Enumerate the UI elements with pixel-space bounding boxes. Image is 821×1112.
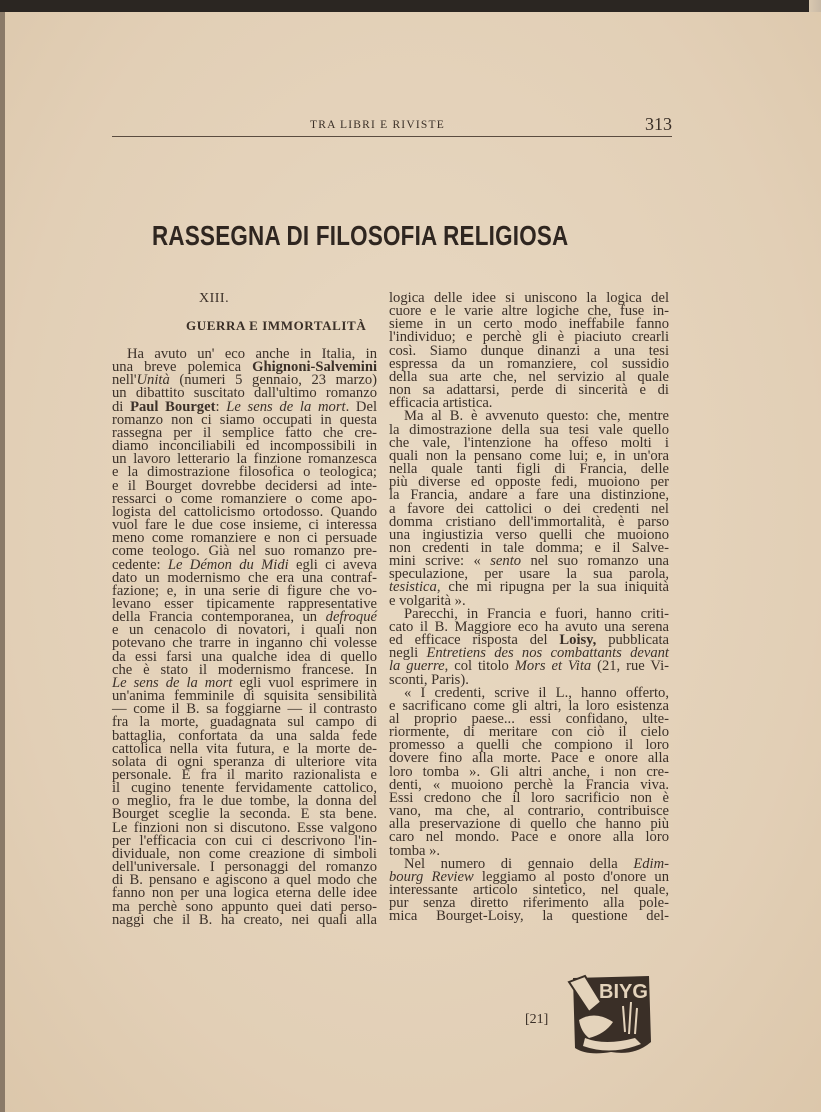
text-run: diamo inconciliabili ed incompossibili in — [112, 438, 377, 455]
text-run: quali non la pensano come lui; e, in un'ora — [389, 447, 669, 464]
text-run: : — [215, 398, 227, 415]
text-run: mica Bourget-Loisy, la questione del- — [389, 908, 669, 925]
paragraph — [389, 684, 669, 859]
text-column-left — [112, 348, 377, 927]
text-run: così. Siamo dunque dinanzi a una tesi — [389, 342, 669, 359]
text-run: Ma al B. è avvenuto questo: che, mentre — [404, 408, 669, 425]
text-run: rassegna per il semplice fatto che cre- — [112, 424, 377, 441]
paragraph — [389, 605, 669, 688]
text-run: ressarci o come romanziere o come apo- — [112, 490, 377, 507]
text-run: di B. pensano e agiscono a quel modo che — [112, 872, 377, 889]
text-run: fra la morte, guadagnata sul campo di — [112, 714, 377, 731]
text-run: e volgarità ». — [389, 592, 466, 609]
text-run: alla preservazione di quello che hanno più — [389, 816, 669, 833]
text-run: logica delle idee si uniscono la logica del — [389, 290, 669, 306]
running-head: TRA LIBRI E RIVISTE — [310, 119, 445, 131]
text-run: cuore e le varie altre logiche che, fuse in- — [389, 303, 669, 320]
text-run: logista del cattolicismo ortodosso. Quando — [112, 503, 377, 520]
text-run: potevano che trarre in inganno chi volesse — [112, 635, 377, 652]
text-run: che è stato il modernismo francese. In — [112, 661, 377, 678]
text-run: espressa da un romanziere, col sussidio — [389, 355, 669, 372]
text-run: egli ci aveva — [288, 556, 377, 573]
italic-text: Le sens de la mort — [112, 674, 233, 691]
paragraph — [389, 292, 669, 410]
text-run: come teologo. Già nel suo romanzo pre- — [112, 543, 377, 560]
italic-text: defroqué — [325, 609, 377, 626]
text-run: nella quale tanti figli di Francia, delle — [389, 461, 669, 478]
text-run: denti, « muoiono perchè la Francia viva. — [389, 776, 669, 793]
section-heading: GUERRA E IMMORTALITÀ — [186, 318, 367, 333]
text-run: personale. È fra il marito razionalista e — [112, 767, 377, 783]
text-run: cedente: — [112, 556, 168, 573]
signature-mark: [21] — [525, 1012, 549, 1027]
text-run: di — [112, 398, 131, 415]
text-run: promesso a quelli che compiono il loro — [389, 737, 669, 754]
text-run: efficacia artistica. — [389, 395, 493, 412]
text-run: Le finzioni non si discutono. Esse valgono — [112, 819, 377, 836]
text-run: domma cristiano dell'immortalità, è parso — [389, 513, 669, 530]
text-run: ma perchè sono appunto quei dati perso- — [112, 898, 377, 915]
logo-lettering: BIYG — [599, 981, 648, 1003]
text-run: Nel numero di gennaio della — [404, 855, 634, 872]
italic-text: Unità — [136, 372, 170, 389]
article-title: RASSEGNA DI FILOSOFIA RELIGIOSA — [152, 220, 569, 251]
text-run: la Francia, andare a fare una distinzione, — [389, 487, 669, 504]
text-run: naggi che il B. ha creato, nei quali alla — [112, 911, 377, 928]
text-run: interessante articolo sintetico, nel quale, — [389, 882, 669, 899]
text-run: per l'efficacia con cui ci descrivono l'in- — [112, 832, 377, 849]
bold-text: Ghignoni-Salvemini — [252, 359, 377, 376]
text-run: mini scrive: « — [389, 553, 491, 570]
text-run: un dibattito suscitato dall'ultimo romanzo — [112, 385, 377, 402]
text-run: dato un modernismo che era una contraf- — [112, 569, 377, 586]
header-rule — [112, 136, 672, 137]
text-run: vano, ma che, al contrario, contribuisce — [389, 803, 669, 820]
italic-text: bourg Review — [389, 868, 474, 885]
text-run: Essi credono che il loro sacrificio non è — [389, 789, 669, 806]
text-run: sieme in un certo modo ineffabile fanno — [389, 316, 669, 333]
italic-text: sento — [490, 553, 522, 570]
text-run: una ingiustizia verso quelli che muoiono — [389, 526, 669, 543]
scan-edge-left — [0, 12, 5, 1112]
italic-text: Le Démon du Midi — [167, 556, 289, 573]
italic-text: Le sens de la mort — [226, 398, 346, 415]
text-run: Ha avuto un' eco anche in Italia, in — [127, 346, 377, 362]
paragraph — [112, 348, 377, 927]
text-run: pur senza diretto riferimento alla pole- — [389, 895, 669, 912]
italic-text: la guerre — [389, 658, 445, 675]
text-run: l'individuo; e perchè gli è piaciuto crearli — [389, 329, 669, 346]
paragraph — [389, 410, 669, 607]
bold-text: Loisy, — [559, 632, 597, 649]
text-run: che vale, l'intenzione ha offeso molti i — [389, 434, 669, 451]
italic-text: tesistica — [389, 579, 437, 596]
text-run: da essi farsi una qualche idea di quello — [112, 648, 377, 665]
text-run: riormente, di meritare con ciò il cielo — [389, 724, 669, 741]
text-run: speculazione, per usare la sua parola, — [389, 566, 669, 583]
text-run: fanno non per una logica eterna delle idee — [112, 885, 377, 902]
text-run: . Del — [345, 398, 378, 415]
text-run: cato il B. Maggiore eco ha avuto una serena — [389, 618, 669, 635]
text-run: e la dimostrazione filosofica o teologica; — [112, 464, 377, 481]
text-run: a favore dei cattolici o dei credenti nel — [389, 500, 669, 517]
text-run: la dimostrazione della sua tesi vale quello — [389, 421, 669, 438]
text-run: loro tomba ». Gli altri anche, i non cre- — [389, 763, 669, 780]
text-run: , che mi ripugna per la sua iniquità — [436, 579, 669, 596]
text-run: non credenti in tale domma; e il Salve- — [389, 539, 669, 556]
text-run: battaglia, confortata da una salda fede — [112, 727, 377, 744]
text-run: leggiamo al posto d'onore un — [473, 868, 670, 885]
text-run: (21, rue Vi- — [591, 658, 669, 675]
text-run: tomba ». — [389, 842, 441, 859]
text-run: al proprio paese... essi confidano, ulte- — [389, 711, 669, 727]
text-run: ed efficace risposta del — [389, 632, 560, 649]
text-run: cattolica nella vita futura, e la morte de- — [112, 740, 377, 757]
text-run: una breve polemica — [112, 359, 253, 376]
italic-text: Mors et Vita — [514, 658, 592, 675]
italic-text: Edim- — [633, 855, 669, 872]
text-run: « I credenti, scrive il L., hanno offerto, — [404, 684, 669, 701]
text-run: e un cenacolo di novatori, i quali non — [112, 622, 377, 639]
text-run: — come il B. sa foggiarne — il contrasto — [112, 701, 377, 718]
text-run: della sua arte che, nel servizio al quale — [389, 368, 669, 385]
text-run: e il Bourget dovrebbe decidersi ad inte- — [112, 477, 377, 494]
bold-text: Paul Bourget — [130, 398, 216, 415]
text-run: sconti, Paris). — [389, 671, 469, 688]
text-run: o meglio, fra le due tombe, la donna del — [112, 793, 377, 810]
text-run: negli — [389, 645, 427, 662]
italic-text: Entretiens des nos combattants devant — [426, 645, 669, 662]
page-number: 313 — [645, 114, 672, 134]
text-run: meno come romanziere e non ci persuade — [112, 530, 377, 547]
text-run: Bourget sceglie la seconda. E sta bene. — [112, 806, 377, 823]
text-run: dovere fino alla morte. Pace e onore alla — [389, 750, 669, 767]
text-run: romanzo non ci siamo occupati in questa — [112, 411, 377, 428]
text-run: vuol fare le due cose insieme, ci interessa — [112, 517, 377, 534]
text-run: dell'universale. I personaggi del romanzo — [112, 859, 377, 876]
text-run: il cugino tenente fervidamente cattolico, — [112, 780, 377, 797]
text-run: un'anima femminile di squisita sensibilità — [112, 688, 377, 705]
text-run: levano esser tipicamente rappresentative — [112, 595, 377, 612]
text-run: dividuale, non come creazione di simboli — [112, 845, 377, 862]
text-column-right — [389, 292, 669, 924]
text-run: caro nel mondo. Pace e onore alla loro — [389, 829, 669, 846]
paragraph — [389, 855, 670, 925]
text-run: e sacrificano come gli altri, la loro esistenza — [389, 697, 669, 714]
text-run: non sa adattarsi, perde di sincerità e di — [389, 382, 669, 399]
text-run: pubblicata — [596, 632, 669, 649]
text-run: , col titolo — [444, 658, 515, 675]
text-run: (numeri 5 gennaio, 23 marzo) — [169, 372, 377, 389]
section-number: XIII. — [199, 291, 230, 306]
text-run: un lavoro letterario la finzione romanzesca — [112, 451, 377, 468]
text-run: più diverse ed opposte fedi, muoiono per — [389, 474, 669, 491]
text-run: nell' — [112, 372, 137, 389]
text-run: nel suo romanzo una — [521, 553, 670, 570]
text-run: egli vuol esprimere in — [232, 674, 377, 691]
text-run: fazione; e, in una serie di figure che vo- — [112, 582, 377, 599]
text-line — [112, 911, 377, 928]
text-run: Parecchi, in Francia e fuori, hanno criti- — [404, 605, 669, 622]
text-run: solata di ogni speranza di ulteriore vita — [112, 753, 377, 770]
text-line — [389, 910, 669, 923]
text-run: della Francia contemporanea, un — [112, 609, 326, 626]
publisher-logo-icon — [565, 972, 657, 1058]
